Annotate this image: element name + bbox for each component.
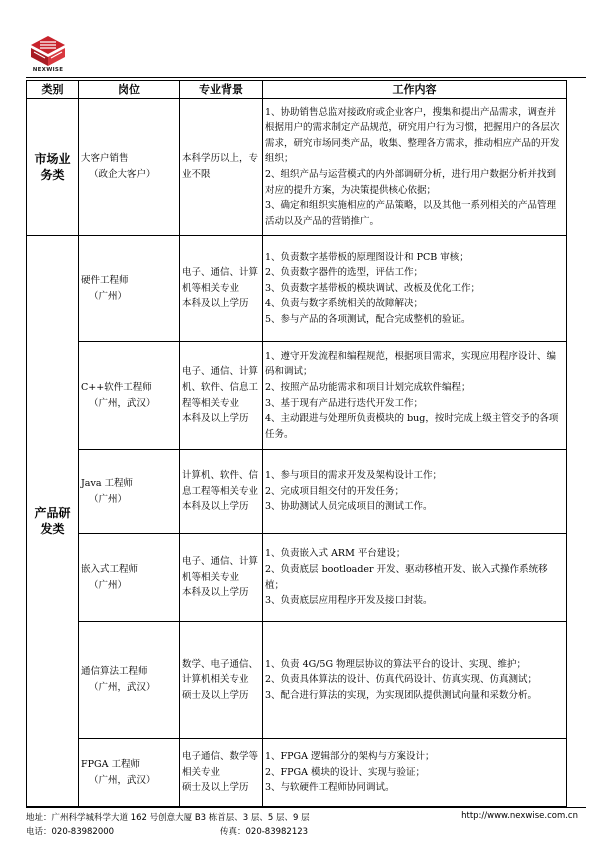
duty-line: 1、协助销售总监对接政府或企业客户，搜集和提出产品需求，调查并根据用户的需求制定产品规范，研究用户行为习惯，把握用户的各层次需求，研究市场同类产品，收集、整理各方需求，推动相应产品的开发组织； bbox=[265, 106, 560, 165]
duty-line: 3、负责数字基带板的模块调试、改板及优化工作； bbox=[265, 282, 481, 294]
category-cell: 市场业务类 bbox=[27, 99, 79, 236]
duty-line: 2、FPGA 模块的设计、实现与验证； bbox=[265, 766, 425, 778]
duties-cell bbox=[263, 99, 567, 236]
job-table bbox=[26, 80, 567, 807]
background-line: 本科及以上学历 bbox=[182, 587, 249, 599]
position-title: 硬件工程师 bbox=[81, 274, 129, 286]
position-cell bbox=[79, 534, 180, 622]
position-location: （广州，武汉） bbox=[89, 397, 156, 409]
table-row bbox=[27, 236, 567, 342]
background-cell bbox=[180, 236, 263, 342]
duty-line: 4、负责与数字系统相关的故障解决； bbox=[265, 298, 424, 310]
duty-line: 2、负责具体算法的设计、仿真代码设计、仿真实现、仿真测试； bbox=[265, 674, 538, 686]
background-line: 电子、通信、计算机等相关专业 bbox=[182, 267, 259, 294]
duty-line: 2、按照产品功能需求和项目计划完成软件编程； bbox=[265, 381, 471, 393]
table-row bbox=[27, 739, 567, 807]
duty-line: 1、负责数字基带板的原理图设计和 PCB 审核； bbox=[265, 251, 469, 263]
background-line: 电子通信、数学等相关专业 bbox=[182, 751, 259, 778]
duties-cell bbox=[263, 622, 567, 739]
position-cell bbox=[79, 99, 180, 236]
footer-fax: 传真：020-83982123 bbox=[220, 827, 309, 837]
duty-line: 1、遵守开发流程和编程规范，根据项目需求，实现应用程序设计、编码和调试； bbox=[265, 350, 557, 378]
logo-text: NEXWISE bbox=[32, 67, 64, 73]
position-location: （广州，武汉） bbox=[89, 682, 156, 693]
duties-cell bbox=[263, 342, 567, 450]
footer-phone: 电话：020-83982000 bbox=[26, 827, 115, 837]
background-cell bbox=[180, 739, 263, 807]
position-cell bbox=[79, 450, 180, 534]
duty-line: 3、与软硬件工程师协同调试。 bbox=[265, 782, 395, 794]
footer-address: 地址：广州科学城科学大道 162 号创意大厦 B3 栋首层、3 层、5 层、9 层 bbox=[26, 813, 310, 823]
position-title: C++软件工程师 bbox=[81, 381, 152, 393]
duty-line: 3、确定和组织实施相应的产品策略，以及其他一系列相关的产品管理活动以及产品的营销推广。 bbox=[265, 200, 557, 227]
table-row bbox=[27, 342, 567, 450]
table-row bbox=[27, 99, 567, 236]
background-line: 本科及以上学历 bbox=[182, 298, 249, 310]
col-header-background: 专业背景 bbox=[180, 81, 263, 99]
position-title: FPGA 工程师 bbox=[81, 758, 140, 770]
duty-line: 1、负责 4G/5G 物理层协议的算法平台的设计、实现、维护； bbox=[265, 658, 527, 670]
nexwise-logo-icon bbox=[31, 36, 65, 66]
table-row bbox=[27, 622, 567, 739]
duty-line: 2、完成项目组交付的开发任务； bbox=[265, 485, 405, 497]
duty-line: 5、参与产品的各项测试，配合完成整机的验证。 bbox=[265, 313, 471, 325]
position-cell bbox=[79, 342, 180, 450]
background-line: 电子、通信、计算机等相关专业 bbox=[182, 556, 259, 583]
duty-line: 3、配合进行算法的实现，为实现团队提供测试向量和采数分析。 bbox=[265, 689, 538, 701]
company-logo bbox=[26, 36, 70, 80]
position-title: 通信算法工程师 bbox=[81, 666, 148, 678]
position-cell bbox=[79, 236, 180, 342]
duty-line: 2、组织产品与运营模式的内外部调研分析，进行用户数据分析并找到对应的提升方案，为决策提供核心依据； bbox=[265, 169, 557, 196]
background-cell bbox=[180, 342, 263, 450]
duty-line: 3、负责底层应用程序开发及接口封装。 bbox=[265, 595, 433, 607]
header-rule bbox=[26, 77, 586, 78]
table-row bbox=[27, 450, 567, 534]
duties-cell bbox=[263, 450, 567, 534]
background-line: 计算机、软件、信息工程等相关专业 bbox=[182, 470, 259, 497]
position-location: （政企大客户） bbox=[89, 169, 156, 180]
duty-line: 4、主动跟进与处理所负责模块的 bug，按时完成上级主管交予的各项任务。 bbox=[265, 413, 559, 440]
duty-line: 2、负责数字器件的选型，评估工作； bbox=[265, 267, 424, 279]
duties-cell bbox=[263, 534, 567, 622]
position-location: （广州） bbox=[89, 290, 128, 302]
duty-line: 1、FPGA 逻辑部分的架构与方案设计； bbox=[265, 751, 435, 763]
background-line: 硕士及以上学历 bbox=[182, 782, 249, 794]
background-cell bbox=[180, 622, 263, 739]
position-cell bbox=[79, 739, 180, 807]
duty-line: 3、协助测试人员完成项目的测试工作。 bbox=[265, 501, 433, 513]
background-line: 本科及以上学历 bbox=[182, 501, 249, 513]
position-title: 大客户销售 bbox=[81, 153, 129, 165]
col-header-position: 岗位 bbox=[79, 81, 180, 99]
category-cell: 产品研发类 bbox=[27, 236, 79, 807]
position-location: （广州） bbox=[89, 493, 128, 505]
duty-line: 2、负责底层 bootloader 开发、驱动移植开发、嵌入式操作系统移植； bbox=[265, 563, 548, 591]
duty-line: 1、参与项目的需求开发及架构设计工作； bbox=[265, 470, 443, 482]
duty-line: 3、基于现有产品进行迭代开发工作； bbox=[265, 397, 424, 409]
footer-rule bbox=[26, 807, 586, 808]
col-header-category: 类别 bbox=[27, 81, 79, 99]
table-header-row bbox=[27, 81, 567, 99]
position-location: （广州，武汉） bbox=[89, 774, 156, 786]
position-cell bbox=[79, 622, 180, 739]
position-title: Java 工程师 bbox=[81, 477, 134, 489]
position-location: （广州） bbox=[89, 579, 128, 591]
col-header-duties: 工作内容 bbox=[263, 81, 567, 99]
duties-cell bbox=[263, 739, 567, 807]
background-line: 电子、通信、计算机、软件、信息工程等相关专业 bbox=[182, 366, 259, 409]
background-cell bbox=[180, 450, 263, 534]
background-line: 本科学历以上，专业不限 bbox=[182, 153, 259, 180]
table-row bbox=[27, 534, 567, 622]
background-line: 数学、电子通信、计算机相关专业 bbox=[182, 658, 259, 686]
position-title: 嵌入式工程师 bbox=[81, 563, 139, 575]
footer-website[interactable]: http://www.nexwise.com.cn bbox=[461, 811, 578, 821]
duties-cell bbox=[263, 236, 567, 342]
background-line: 硕士及以上学历 bbox=[182, 689, 249, 701]
duty-line: 1、负责嵌入式 ARM 平台建设； bbox=[265, 548, 406, 560]
background-cell bbox=[180, 99, 263, 236]
background-cell bbox=[180, 534, 263, 622]
background-line: 本科及以上学历 bbox=[182, 413, 249, 425]
